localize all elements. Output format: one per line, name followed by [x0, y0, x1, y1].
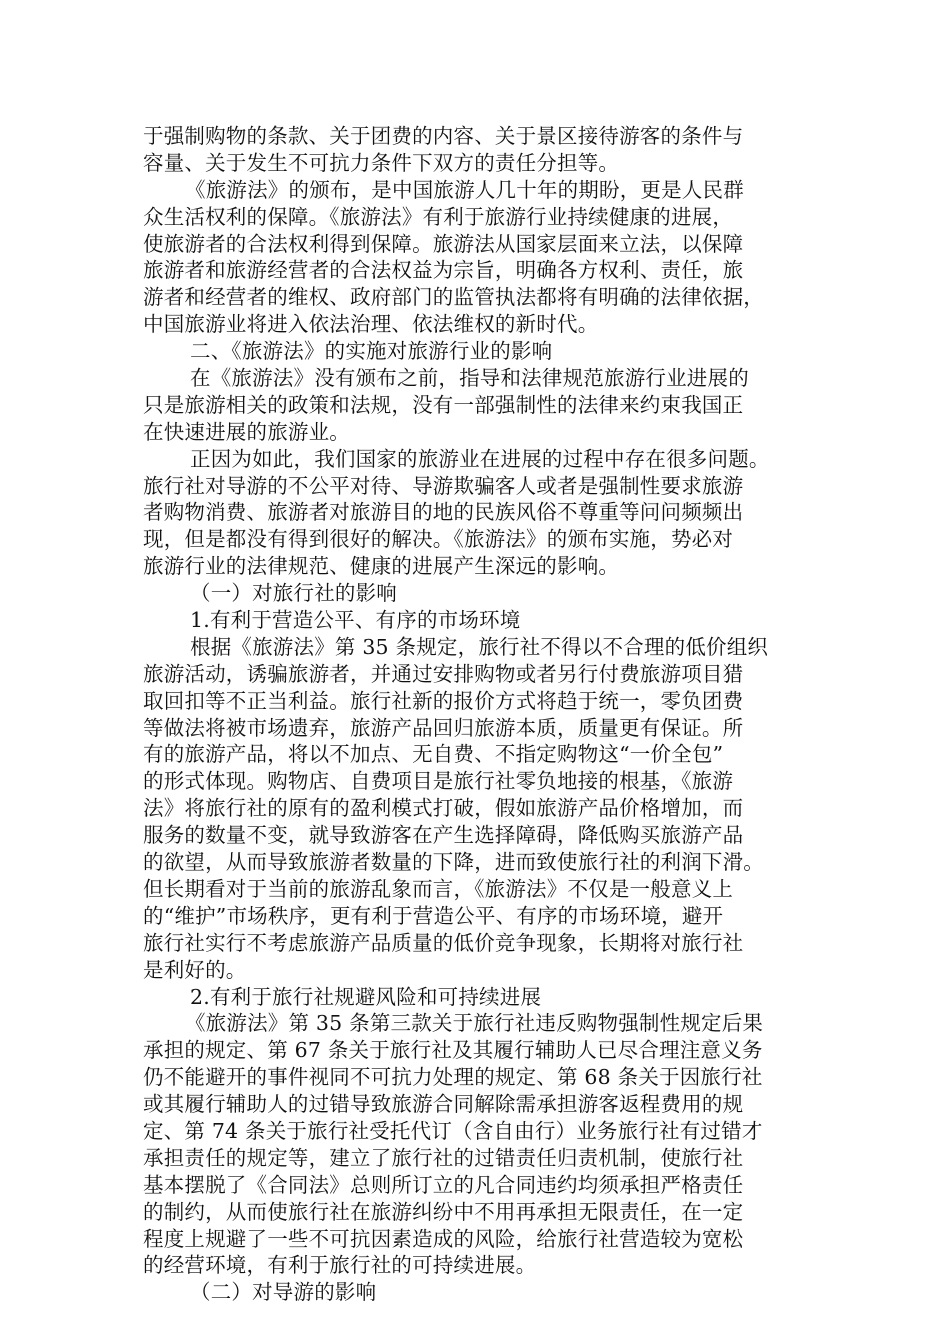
- text-line: 者购物消费、旅游者对旅游目的地的民族风俗不尊重等问问频频出: [143, 500, 744, 525]
- text-line: 的欲望，从而导致旅游者数量的下降，进而致使旅行社的利润下滑。: [143, 850, 764, 875]
- text-line: 《旅游法》的颁布，是中国旅游人几十年的期盼，更是人民群: [185, 177, 744, 202]
- text-line: 中国旅游业将进入依法治理、依法维权的新时代。: [143, 312, 599, 337]
- text-line: 现，但是都没有得到很好的解决。《旅游法》的颁布实施，势必对: [143, 527, 734, 552]
- text-line: 法》将旅行社的原有的盈利模式打破，假如旅游产品价格增加，而: [143, 796, 744, 821]
- text-line: 的形式体现。购物店、自费项目是旅行社零负地接的根基，《旅游: [143, 769, 734, 794]
- text-line: 程度上规避了一些不可抗因素造成的风险，给旅行社营造较为宽松: [143, 1226, 744, 1251]
- text-line: 旅游者和旅游经营者的合法权益为宗旨，明确各方权利、责任，旅: [143, 258, 744, 283]
- text-line: 使旅游者的合法权利得到保障。旅游法从国家层面来立法，以保障: [143, 231, 744, 256]
- text-line: 仍不能避开的事件视同不可抗力处理的规定、第 68 条关于因旅行社: [143, 1065, 763, 1090]
- text-line: 旅游行业的法律规范、健康的进展产生深远的影响。: [143, 554, 620, 579]
- text-line: 的经营环境，有利于旅行社的可持续进展。: [143, 1253, 537, 1278]
- text-line: 二、《旅游法》的实施对旅游行业的影响: [190, 339, 553, 364]
- document-body: [143, 123, 823, 1306]
- text-line: 容量、关于发生不可抗力条件下双方的责任分担等。: [143, 150, 620, 175]
- text-line: 但长期看对于当前的旅游乱象而言，《旅游法》不仅是一般意义上: [143, 876, 734, 901]
- text-line: 《旅游法》第 35 条第三款关于旅行社违反购物强制性规定后果: [185, 1011, 764, 1036]
- text-line: 的“维护”市场秩序，更有利于营造公平、有序的市场环境，避开: [143, 903, 724, 928]
- text-line: 是利好的。: [143, 957, 247, 982]
- text-line: 取回扣等不正当利益。旅行社新的报价方式将趋于统一，零负团费: [143, 688, 744, 713]
- text-line: 的制约，从而使旅行社在旅游纠纷中不用再承担无限责任，在一定: [143, 1199, 744, 1224]
- text-line: 旅行社实行不考虑旅游产品质量的低价竞争现象，长期将对旅行社: [143, 930, 744, 955]
- text-line: 旅行社对导游的不公平对待、导游欺骗客人或者是强制性要求旅游: [143, 473, 744, 498]
- text-line: 正因为如此，我们国家的旅游业在进展的过程中存在很多问题。: [190, 446, 770, 471]
- text-line: 等做法将被市场遗弃，旅游产品回归旅游本质，质量更有保证。所: [143, 715, 744, 740]
- text-line: 或其履行辅助人的过错导致旅游合同解除需承担游客返程费用的规: [143, 1092, 744, 1117]
- text-line: （二）对导游的影响: [190, 1280, 377, 1305]
- text-line: 1.有利于营造公平、有序的市场环境: [190, 608, 521, 633]
- text-line: 服务的数量不变，就导致游客在产生选择障碍，降低购买旅游产品: [143, 823, 744, 848]
- text-line: 承担的规定、第 67 条关于旅行社及其履行辅助人已尽合理注意义务: [143, 1038, 763, 1063]
- text-line: 承担责任的规定等，建立了旅行社的过错责任归责机制，使旅行社: [143, 1145, 744, 1170]
- text-line: 在《旅游法》没有颁布之前，指导和法律规范旅游行业进展的: [190, 366, 749, 391]
- text-line: 2.有利于旅行社规避风险和可持续进展: [190, 984, 542, 1009]
- text-line: 众生活权利的保障。《旅游法》有利于旅游行业持续健康的进展，: [143, 204, 734, 229]
- text-line: 在快速进展的旅游业。: [143, 419, 350, 444]
- text-line: （一）对旅行社的影响: [190, 581, 397, 606]
- text-line: 根据《旅游法》第 35 条规定，旅行社不得以不合理的低价组织: [190, 634, 769, 659]
- text-line: 于强制购物的条款、关于团费的内容、关于景区接待游客的条件与: [143, 124, 744, 148]
- text-line: 基本摆脱了《合同法》总则所订立的凡合同违约均须承担严格责任: [143, 1172, 744, 1197]
- text-line: 游者和经营者的维权、政府部门的监管执法都将有明确的法律依据，: [143, 285, 764, 310]
- text-line: 只是旅游相关的政策和法规，没有一部强制性的法律来约束我国正: [143, 392, 744, 417]
- text-line: 旅游活动，诱骗旅游者，并通过安排购物或者另行付费旅游项目猎: [143, 661, 744, 686]
- text-line: 定、第 74 条关于旅行社受托代订（含自由行）业务旅行社有过错才: [143, 1118, 763, 1143]
- text-line: 有的旅游产品，将以不加点、无自费、不指定购物这“一价全包”: [143, 742, 724, 767]
